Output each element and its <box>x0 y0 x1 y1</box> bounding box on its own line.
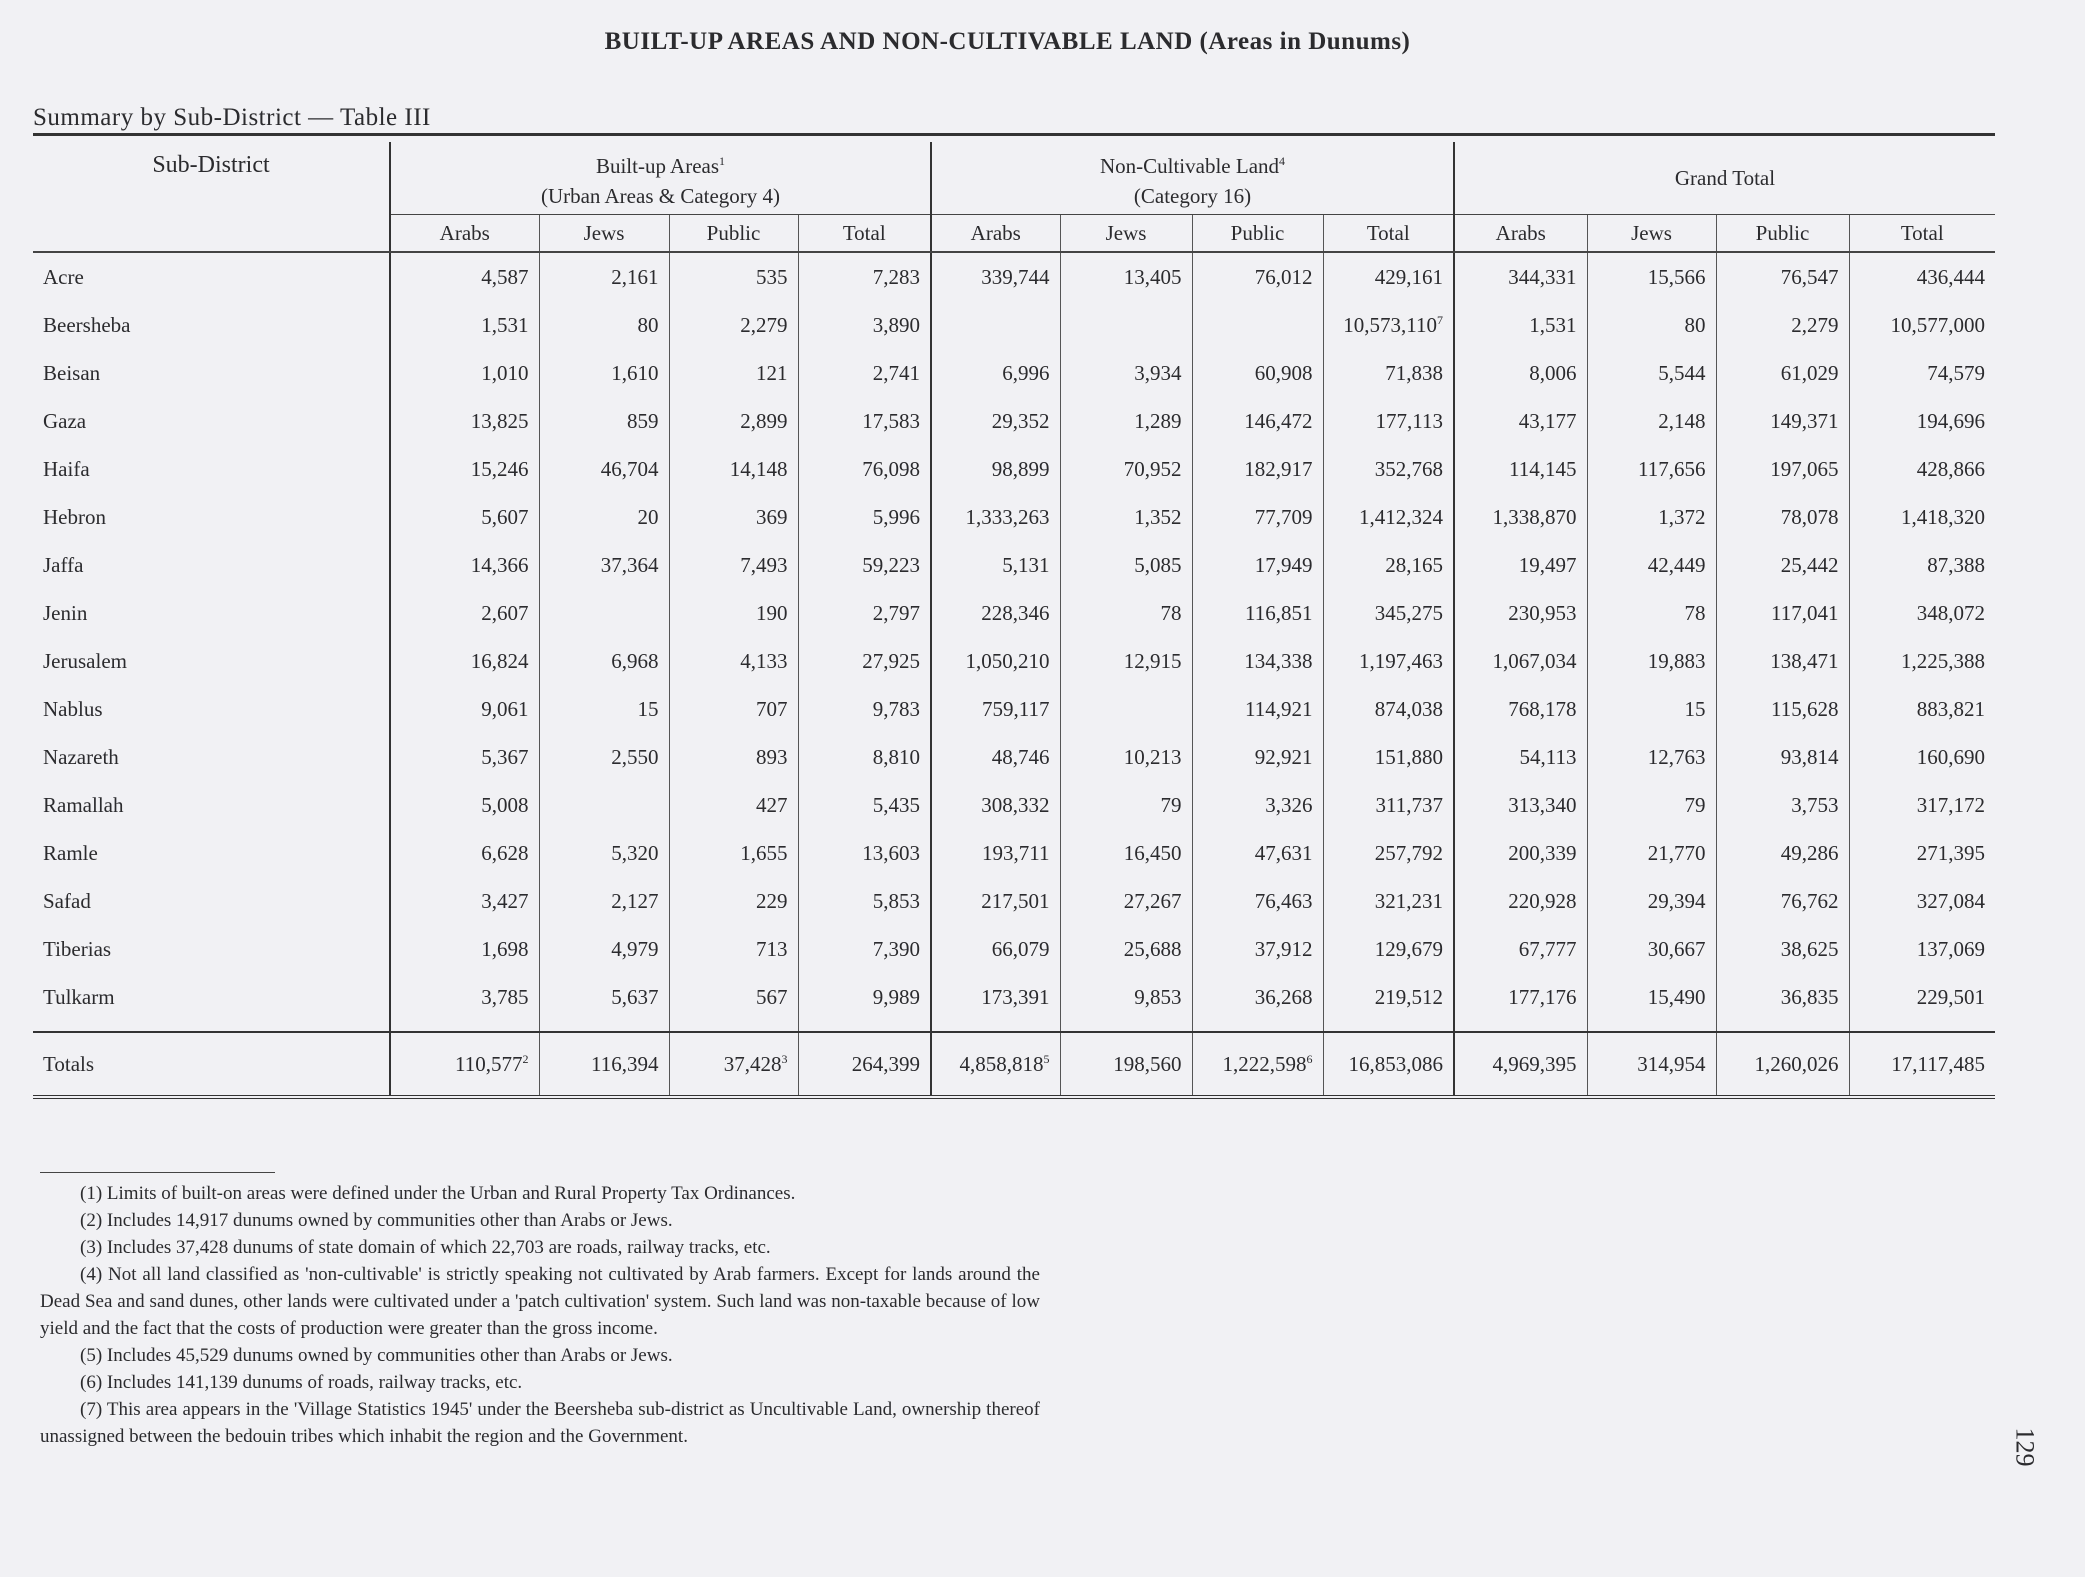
sub-district-name: Nazareth <box>43 744 119 769</box>
table-cell: 3,427 <box>390 877 539 925</box>
table-cell: 1,372 <box>1587 493 1716 541</box>
sub-district-name: Haifa <box>43 456 90 481</box>
table-cell: 78 <box>1060 589 1192 637</box>
table-cell: 8,810 <box>798 733 931 781</box>
table-cell: 29,394 <box>1587 877 1716 925</box>
cell-value: 110,577 <box>455 1051 523 1076</box>
table-cell: 3,785 <box>390 973 539 1021</box>
table-cell: 36,835 <box>1716 973 1849 1021</box>
table-cell: 77,709 <box>1192 493 1323 541</box>
column-header-total: Total <box>798 215 931 253</box>
row-spacer <box>33 1021 1995 1032</box>
table-cell: 70,952 <box>1060 445 1192 493</box>
table-cell: 759,117 <box>931 685 1060 733</box>
table-cell: 98,899 <box>931 445 1060 493</box>
table-row <box>33 541 1995 589</box>
table-cell: 21,770 <box>1587 829 1716 877</box>
footnote-ref: 6 <box>1306 1051 1313 1066</box>
table-row <box>33 685 1995 733</box>
table-cell: 352,768 <box>1323 445 1454 493</box>
table-row <box>33 589 1995 637</box>
table-cell: 1,289 <box>1060 397 1192 445</box>
table-cell: 1,225,388 <box>1849 637 1995 685</box>
table-cell: 14,148 <box>669 445 798 493</box>
table-cell: 345,275 <box>1323 589 1454 637</box>
table-cell: 314,954 <box>1587 1032 1716 1097</box>
table-cell: 87,388 <box>1849 541 1995 589</box>
footnotes <box>40 1180 1040 1450</box>
table-cell: 59,223 <box>798 541 931 589</box>
table-cell: 1,698 <box>390 925 539 973</box>
table-cell: 19,883 <box>1587 637 1716 685</box>
table-cell: 137,069 <box>1849 925 1995 973</box>
table-cell: 3,890 <box>798 301 931 349</box>
table-cell: 36,268 <box>1192 973 1323 1021</box>
cell-value: 4,858,818 <box>959 1051 1044 1076</box>
table-cell: 220,928 <box>1454 877 1587 925</box>
table-cell: 1,010 <box>390 349 539 397</box>
table-cell: 428,866 <box>1849 445 1995 493</box>
table-cell: 348,072 <box>1849 589 1995 637</box>
table-cell: 6,996 <box>931 349 1060 397</box>
table-cell: 115,628 <box>1716 685 1849 733</box>
table-cell: 9,061 <box>390 685 539 733</box>
land-summary-table <box>33 133 1995 1099</box>
table-cell: 25,688 <box>1060 925 1192 973</box>
table-cell: 76,463 <box>1192 877 1323 925</box>
table-cell: 54,113 <box>1454 733 1587 781</box>
table-cell: 78 <box>1587 589 1716 637</box>
table-cell: 8,006 <box>1454 349 1587 397</box>
sub-district-name: Totals <box>33 1032 390 1097</box>
sub-district-name: Tulkarm <box>43 984 115 1009</box>
table-cell: 436,444 <box>1849 252 1995 301</box>
table-cell: 13,825 <box>390 397 539 445</box>
table-cell: 567 <box>669 973 798 1021</box>
table-cell: 19,497 <box>1454 541 1587 589</box>
table-cell: 768,178 <box>1454 685 1587 733</box>
table-cell: 67,777 <box>1454 925 1587 973</box>
table-cell: 5,320 <box>539 829 669 877</box>
table-cell: 2,279 <box>669 301 798 349</box>
table-cell: 15 <box>539 685 669 733</box>
sub-district-name: Jerusalem <box>43 648 127 673</box>
table-cell: 219,512 <box>1323 973 1454 1021</box>
cell-value: 10,573,110 <box>1343 312 1437 337</box>
non-cultivable-title: Non-Cultivable Land <box>1099 153 1280 178</box>
header-grand-total: Grand Total <box>1454 142 1995 215</box>
table-row <box>33 637 1995 685</box>
table-cell: 6,968 <box>539 637 669 685</box>
table-cell: 117,041 <box>1716 589 1849 637</box>
table-cell: 429,161 <box>1323 252 1454 301</box>
header-non-cultivable <box>931 142 1454 215</box>
table-cell: 2,550 <box>539 733 669 781</box>
table-cell: 121 <box>669 349 798 397</box>
table-cell: 308,332 <box>931 781 1060 829</box>
table-cell: 9,853 <box>1060 973 1192 1021</box>
table-cell: 5,008 <box>390 781 539 829</box>
table-cell: 2,127 <box>539 877 669 925</box>
footnote: (5) Includes 45,529 dunums owned by communities other than Arabs or Jews. <box>80 1345 673 1366</box>
table-cell: 29,352 <box>931 397 1060 445</box>
table-cell: 27,925 <box>798 637 931 685</box>
table-cell: 37,912 <box>1192 925 1323 973</box>
table-row <box>33 493 1995 541</box>
column-header-public: Public <box>1192 215 1323 253</box>
table-cell: 42,449 <box>1587 541 1716 589</box>
table-cell: 2,741 <box>798 349 931 397</box>
table-cell: 2,279 <box>1716 301 1849 349</box>
built-up-subtitle: (Urban Areas & Category 4) <box>540 183 781 208</box>
table-cell: 2,161 <box>539 252 669 301</box>
table-cell: 4,969,395 <box>1454 1032 1587 1097</box>
table-cell: 25,442 <box>1716 541 1849 589</box>
sub-district-name: Nablus <box>43 696 103 721</box>
table-cell: 9,783 <box>798 685 931 733</box>
table-cell: 427 <box>669 781 798 829</box>
table-cell: 1,050,210 <box>931 637 1060 685</box>
table-cell: 1,333,263 <box>931 493 1060 541</box>
page-title: BUILT-UP AREAS AND NON-CULTIVABLE LAND (Areas in Dunums) <box>604 28 1411 55</box>
column-header-public: Public <box>1716 215 1849 253</box>
table-cell: 230,953 <box>1454 589 1587 637</box>
table-cell: 78,078 <box>1716 493 1849 541</box>
table-cell: 1,197,463 <box>1323 637 1454 685</box>
table-cell: 200,339 <box>1454 829 1587 877</box>
table-cell: 313,340 <box>1454 781 1587 829</box>
table-cell: 1,338,870 <box>1454 493 1587 541</box>
table-cell: 194,696 <box>1849 397 1995 445</box>
table-cell: 4,587 <box>390 252 539 301</box>
column-header-jews: Jews <box>539 215 669 253</box>
table-row <box>33 397 1995 445</box>
table-cell <box>931 301 1060 349</box>
table-cell: 47,631 <box>1192 829 1323 877</box>
table-cell: 79 <box>1587 781 1716 829</box>
sub-district-name: Ramallah <box>43 792 124 817</box>
table-row <box>33 445 1995 493</box>
table-cell <box>539 589 669 637</box>
table-row <box>33 877 1995 925</box>
table-cell: 15,566 <box>1587 252 1716 301</box>
table-cell: 49,286 <box>1716 829 1849 877</box>
table-cell: 48,746 <box>931 733 1060 781</box>
sub-district-name: Jaffa <box>43 552 84 577</box>
table-cell: 2,148 <box>1587 397 1716 445</box>
table-cell: 883,821 <box>1849 685 1995 733</box>
totals-row <box>33 1032 1995 1097</box>
table-cell: 17,117,485 <box>1849 1032 1995 1097</box>
table-cell: 146,472 <box>1192 397 1323 445</box>
table-cell: 116,851 <box>1192 589 1323 637</box>
table-cell: 5,637 <box>539 973 669 1021</box>
table-cell: 71,838 <box>1323 349 1454 397</box>
table-cell: 1,352 <box>1060 493 1192 541</box>
table-row <box>33 925 1995 973</box>
footnote: (7) This area appears in the 'Village Statistics 1945' under the Beersheba sub-district as Uncultivable Land, ownership thereof unassigned between the bedouin tribes which inhabit the region and the Government. <box>40 1399 1040 1447</box>
sub-district-name: Beisan <box>43 360 101 385</box>
table-cell: 5,544 <box>1587 349 1716 397</box>
table-cell: 114,921 <box>1192 685 1323 733</box>
table-row <box>33 733 1995 781</box>
table-cell: 1,531 <box>390 301 539 349</box>
sub-district-name: Beersheba <box>43 312 131 337</box>
built-up-title: Built-up Areas <box>595 153 720 178</box>
table-row <box>33 829 1995 877</box>
table-cell: 15,246 <box>390 445 539 493</box>
table-cell: 3,753 <box>1716 781 1849 829</box>
table-cell: 317,172 <box>1849 781 1995 829</box>
cell-value: 1,222,598 <box>1222 1051 1307 1076</box>
table-cell: 38,625 <box>1716 925 1849 973</box>
table-cell: 229,501 <box>1849 973 1995 1021</box>
table-cell: 117,656 <box>1587 445 1716 493</box>
table-cell: 369 <box>669 493 798 541</box>
table-cell: 327,084 <box>1849 877 1995 925</box>
table-cell: 859 <box>539 397 669 445</box>
table-cell: 1,418,320 <box>1849 493 1995 541</box>
table-cell: 76,012 <box>1192 252 1323 301</box>
table-cell: 27,267 <box>1060 877 1192 925</box>
table-cell: 13,603 <box>798 829 931 877</box>
table-cell: 46,704 <box>539 445 669 493</box>
table-cell: 66,079 <box>931 925 1060 973</box>
table-cell: 713 <box>669 925 798 973</box>
footnote: (4) Not all land classified as 'non-cultivable' is strictly speaking not cultivated by Arab farmers. Except for lands around the Dead Sea and sand dunes, other lands were cultivated under a 'patch cultivation' system. Such land was non-taxable because of low yield and the fact that the costs of production were greater than the gross income. <box>40 1264 1040 1339</box>
table-cell: 138,471 <box>1716 637 1849 685</box>
table-cell: 7,283 <box>798 252 931 301</box>
table-cell <box>1192 301 1323 349</box>
footnote: (3) Includes 37,428 dunums of state domain of which 22,703 are roads, railway tracks, etc. <box>80 1237 771 1258</box>
footnote: (6) Includes 141,139 dunums of roads, railway tracks, etc. <box>80 1372 523 1393</box>
table-cell: 257,792 <box>1323 829 1454 877</box>
table-cell: 197,065 <box>1716 445 1849 493</box>
table-cell: 893 <box>669 733 798 781</box>
column-header-public: Public <box>669 215 798 253</box>
sub-district-name: Hebron <box>43 504 106 529</box>
column-header-arabs: Arabs <box>931 215 1060 253</box>
table-cell: 28,165 <box>1323 541 1454 589</box>
table-cell: 17,583 <box>798 397 931 445</box>
table-cell: 16,824 <box>390 637 539 685</box>
table-cell: 13,405 <box>1060 252 1192 301</box>
table-cell: 173,391 <box>931 973 1060 1021</box>
table-cell: 5,435 <box>798 781 931 829</box>
table-cell: 151,880 <box>1323 733 1454 781</box>
footnote-ref: 2 <box>522 1051 529 1066</box>
table-cell: 79 <box>1060 781 1192 829</box>
page-number: 129 <box>2010 1427 2040 1467</box>
table-cell: 177,113 <box>1323 397 1454 445</box>
table-cell: 3,326 <box>1192 781 1323 829</box>
column-header-jews: Jews <box>1060 215 1192 253</box>
table-cell: 5,085 <box>1060 541 1192 589</box>
table-row <box>33 349 1995 397</box>
table-cell: 15 <box>1587 685 1716 733</box>
table-cell: 5,996 <box>798 493 931 541</box>
table-cell: 1,067,034 <box>1454 637 1587 685</box>
table-cell: 149,371 <box>1716 397 1849 445</box>
table-cell: 93,814 <box>1716 733 1849 781</box>
table-cell: 12,915 <box>1060 637 1192 685</box>
table-cell: 16,450 <box>1060 829 1192 877</box>
table-cell: 344,331 <box>1454 252 1587 301</box>
table-cell: 874,038 <box>1323 685 1454 733</box>
table-cell: 80 <box>1587 301 1716 349</box>
table-cell: 1,655 <box>669 829 798 877</box>
table-cell: 12,763 <box>1587 733 1716 781</box>
table-cell: 2,607 <box>390 589 539 637</box>
table-cell <box>539 781 669 829</box>
table-cell: 7,390 <box>798 925 931 973</box>
footnote: (1) Limits of built-on areas were defined under the Urban and Rural Property Tax Ordinances. <box>80 1183 796 1204</box>
footnote: (2) Includes 14,917 dunums owned by communities other than Arabs or Jews. <box>80 1210 673 1231</box>
table-cell: 1,531 <box>1454 301 1587 349</box>
table-cell: 264,399 <box>798 1032 931 1097</box>
footnote-ref: 3 <box>781 1051 788 1066</box>
table-cell: 134,338 <box>1192 637 1323 685</box>
table-cell: 30,667 <box>1587 925 1716 973</box>
table-cell: 1,610 <box>539 349 669 397</box>
table-cell: 198,560 <box>1060 1032 1192 1097</box>
sub-district-name: Gaza <box>43 408 87 433</box>
table-cell: 4,979 <box>539 925 669 973</box>
table-cell: 2,899 <box>669 397 798 445</box>
column-header-arabs: Arabs <box>390 215 539 253</box>
table-cell: 129,679 <box>1323 925 1454 973</box>
table-cell: 182,917 <box>1192 445 1323 493</box>
table-cell: 10,577,000 <box>1849 301 1995 349</box>
table-cell: 76,547 <box>1716 252 1849 301</box>
header-built-up <box>390 142 931 215</box>
table-row <box>33 781 1995 829</box>
table-cell: 321,231 <box>1323 877 1454 925</box>
table-cell: 37,364 <box>539 541 669 589</box>
table-cell: 5,607 <box>390 493 539 541</box>
table-cell: 17,949 <box>1192 541 1323 589</box>
table-cell: 14,366 <box>390 541 539 589</box>
table-cell: 80 <box>539 301 669 349</box>
table-cell: 2,797 <box>798 589 931 637</box>
table-cell: 4,133 <box>669 637 798 685</box>
table-cell: 1,260,026 <box>1716 1032 1849 1097</box>
table-cell: 228,346 <box>931 589 1060 637</box>
table-cell: 10,213 <box>1060 733 1192 781</box>
table-cell: 92,921 <box>1192 733 1323 781</box>
table-cell <box>1060 301 1192 349</box>
table-cell: 229 <box>669 877 798 925</box>
table-cell: 535 <box>669 252 798 301</box>
footnote-divider <box>40 1172 275 1173</box>
table-cell <box>1060 685 1192 733</box>
footnote-ref: 5 <box>1043 1051 1050 1066</box>
table-cell: 116,394 <box>539 1032 669 1097</box>
column-header-jews: Jews <box>1587 215 1716 253</box>
table-cell: 16,853,086 <box>1323 1032 1454 1097</box>
table-cell: 114,145 <box>1454 445 1587 493</box>
table-cell: 271,395 <box>1849 829 1995 877</box>
table-cell: 1,412,324 <box>1323 493 1454 541</box>
column-header-arabs: Arabs <box>1454 215 1587 253</box>
table-cell: 339,744 <box>931 252 1060 301</box>
cell-value: 37,428 <box>723 1051 782 1076</box>
table-cell: 217,501 <box>931 877 1060 925</box>
table-cell: 5,131 <box>931 541 1060 589</box>
table-cell: 9,989 <box>798 973 931 1021</box>
table-row <box>33 301 1995 349</box>
table-cell: 6,628 <box>390 829 539 877</box>
non-cultivable-subtitle: (Category 16) <box>1133 183 1252 208</box>
table-cell: 707 <box>669 685 798 733</box>
sub-district-name: Jenin <box>43 600 88 625</box>
table-cell <box>390 1032 539 1097</box>
table-cell: 193,711 <box>931 829 1060 877</box>
table-cell: 7,493 <box>669 541 798 589</box>
footnote-ref: 1 <box>719 153 726 168</box>
table-cell: 311,737 <box>1323 781 1454 829</box>
table-row <box>33 252 1995 301</box>
table-cell <box>669 1032 798 1097</box>
sub-district-name: Tiberias <box>43 936 112 961</box>
column-header-total: Total <box>1323 215 1454 253</box>
table-cell: 177,176 <box>1454 973 1587 1021</box>
table-cell: 76,762 <box>1716 877 1849 925</box>
column-header-total: Total <box>1849 215 1995 253</box>
sub-district-name: Acre <box>43 264 84 289</box>
table-cell: 3,934 <box>1060 349 1192 397</box>
table-cell: 61,029 <box>1716 349 1849 397</box>
table-cell: 74,579 <box>1849 349 1995 397</box>
sub-district-name: Safad <box>43 888 91 913</box>
table-cell: 5,367 <box>390 733 539 781</box>
table-cell: 20 <box>539 493 669 541</box>
table-cell: 5,853 <box>798 877 931 925</box>
table-cell <box>1192 1032 1323 1097</box>
table-subtitle: Summary by Sub-District — Table III <box>33 104 431 131</box>
table-cell: 160,690 <box>1849 733 1995 781</box>
footnote-ref: 7 <box>1437 312 1443 327</box>
table-cell <box>931 1032 1060 1097</box>
table-cell: 15,490 <box>1587 973 1716 1021</box>
footnote-ref: 4 <box>1279 153 1286 168</box>
table-cell: 43,177 <box>1454 397 1587 445</box>
header-sub-district: Sub-District <box>33 142 390 252</box>
table-cell <box>1323 301 1454 349</box>
table-cell: 190 <box>669 589 798 637</box>
table-row <box>33 973 1995 1021</box>
sub-district-name: Ramle <box>43 840 98 865</box>
table-cell: 76,098 <box>798 445 931 493</box>
table-cell: 60,908 <box>1192 349 1323 397</box>
